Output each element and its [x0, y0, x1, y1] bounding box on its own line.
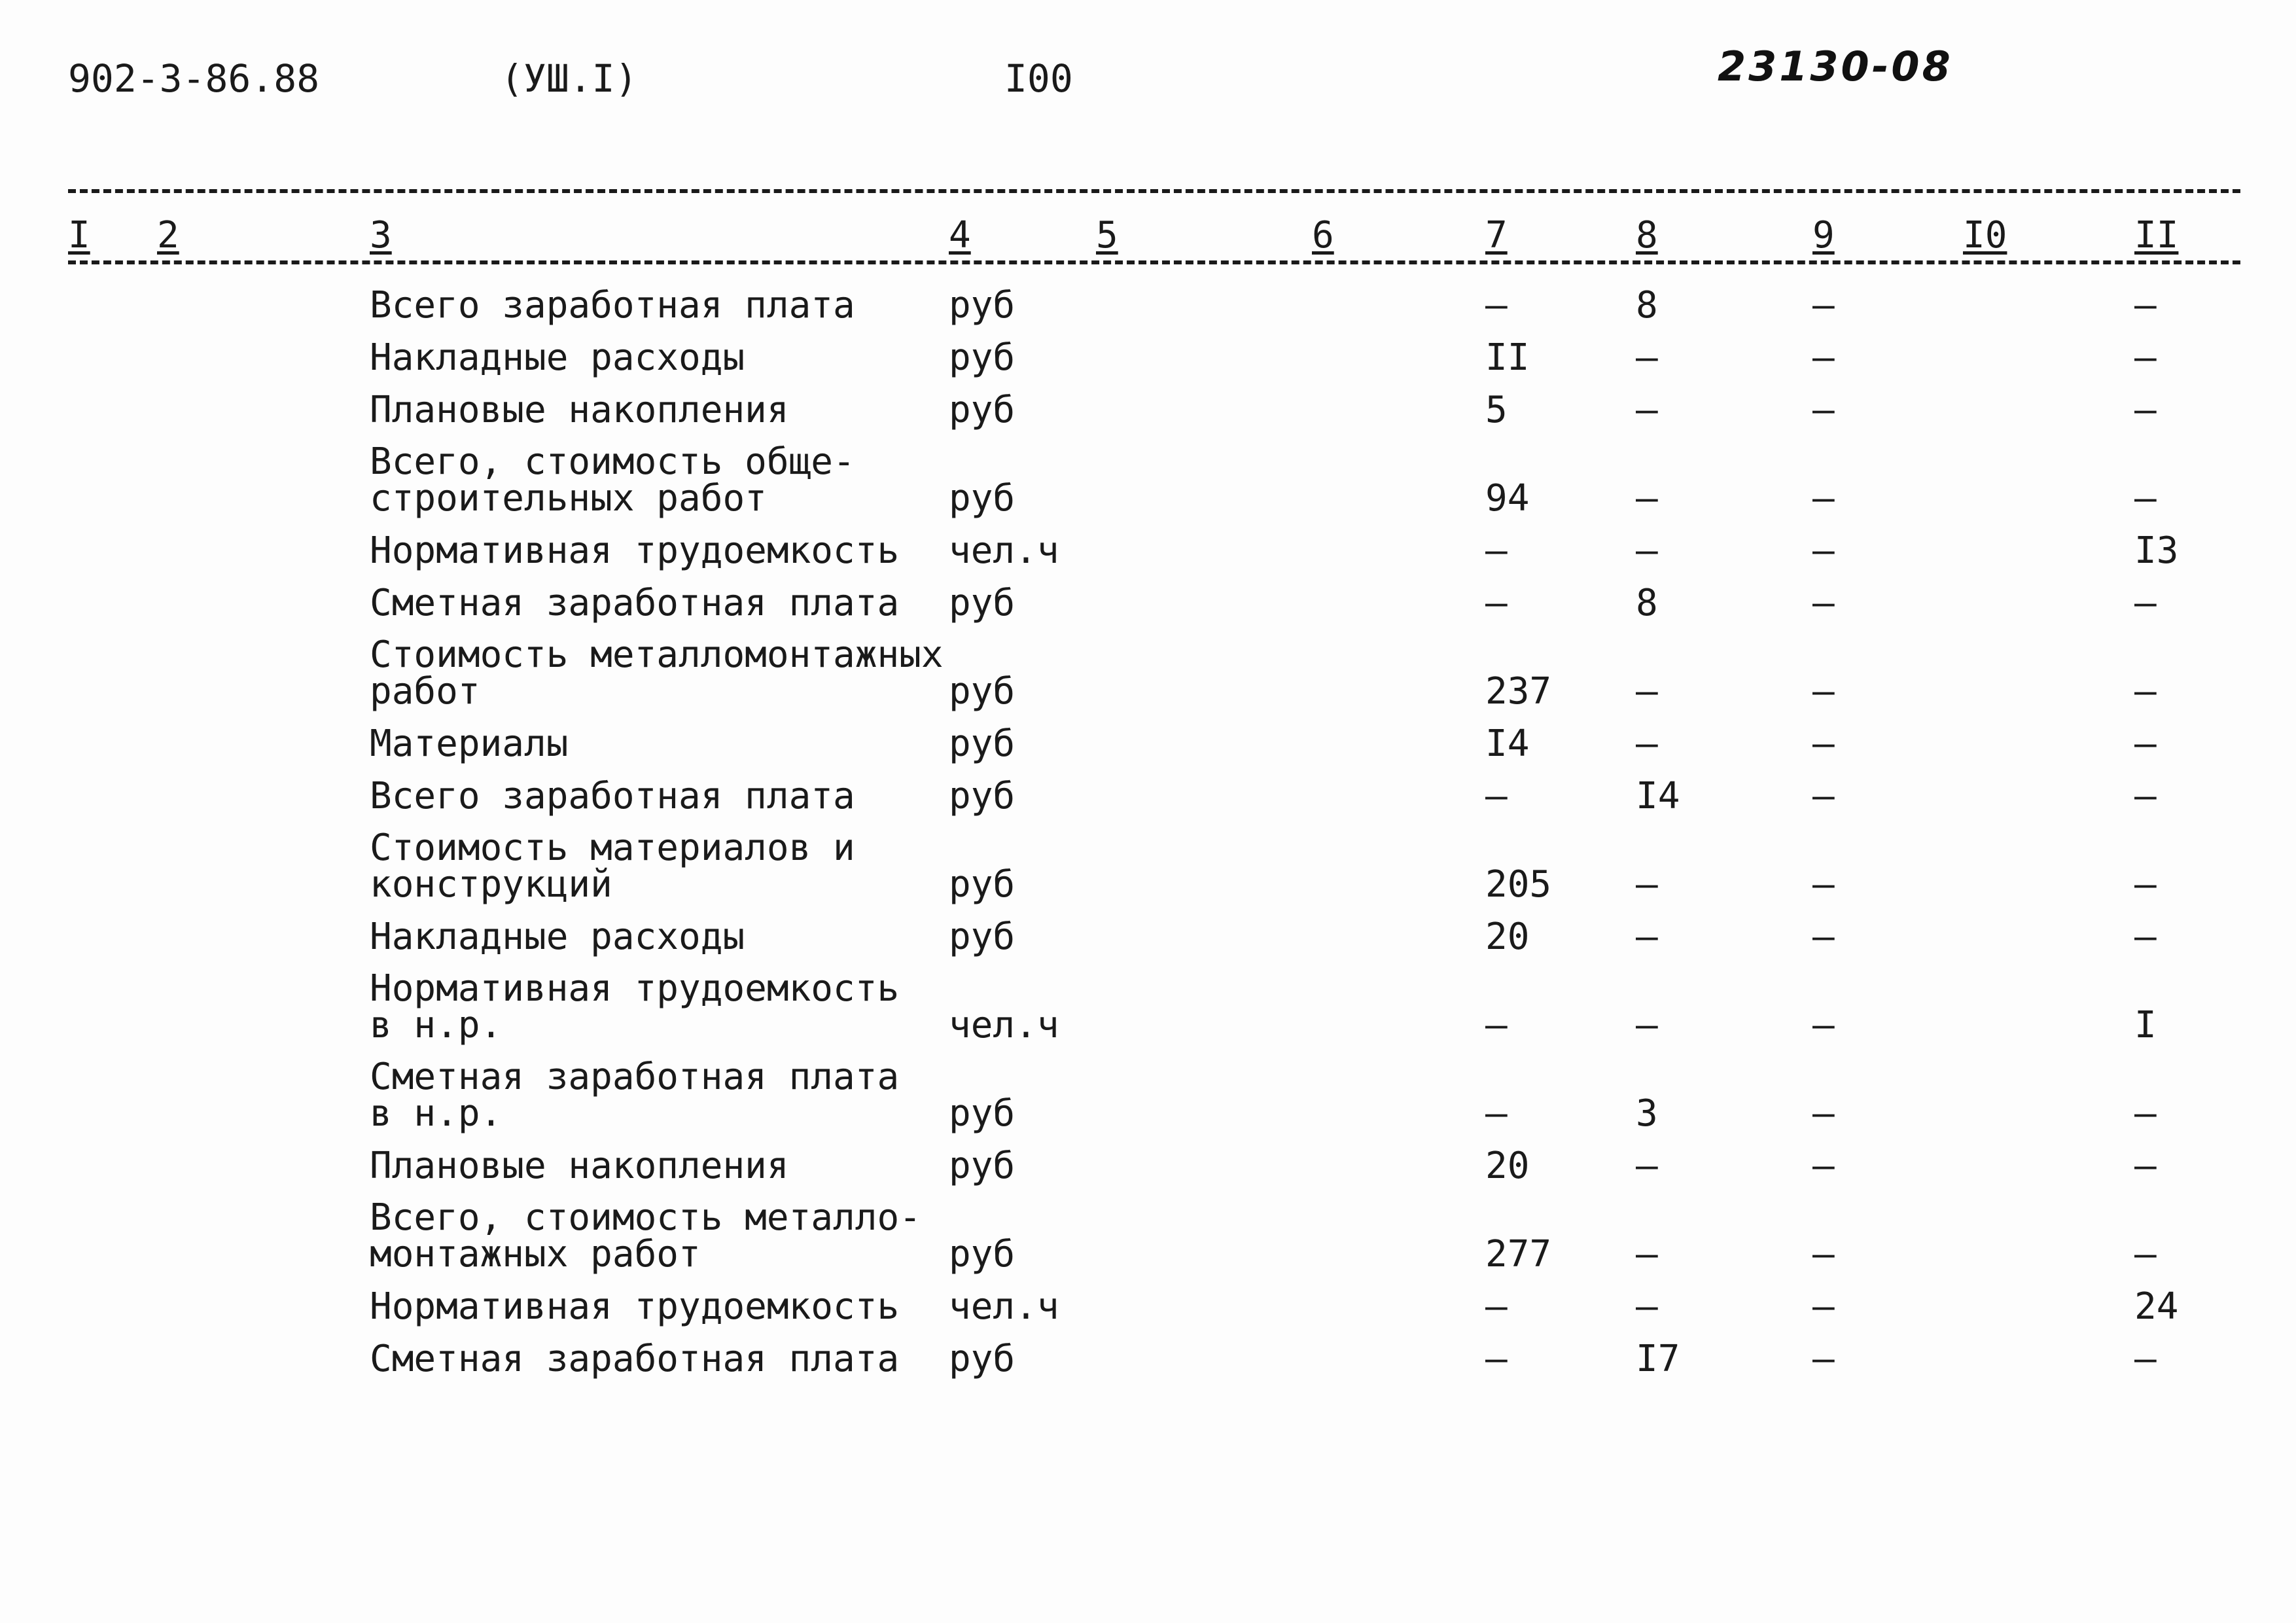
column-number-2: 2: [157, 214, 179, 257]
labor-value: –: [2134, 775, 2157, 817]
item-name: Стоимость материалов и конструкций: [370, 827, 855, 906]
unit: руб: [949, 389, 1016, 431]
labor-value: –: [2134, 1092, 2157, 1135]
unit: руб: [949, 1092, 1016, 1135]
column-9-value: –: [1812, 863, 1835, 906]
item-name: Накладные расходы: [370, 916, 745, 958]
column-9-value: –: [1812, 916, 1835, 958]
cost-value: –: [1485, 775, 1508, 817]
wage-value: –: [1636, 1145, 1658, 1187]
item-name: Сметная заработная плата в н.р.: [370, 1056, 900, 1135]
wage-value: 3: [1636, 1092, 1658, 1135]
unit: руб: [949, 722, 1016, 765]
cost-value: 277: [1485, 1233, 1552, 1275]
labor-value: –: [2134, 916, 2157, 958]
unit: руб: [949, 582, 1016, 624]
item-name: Нормативная трудоемкость в н.р.: [370, 967, 900, 1046]
unit: руб: [949, 1233, 1016, 1275]
cost-value: –: [1485, 1285, 1508, 1328]
column-9-value: –: [1812, 336, 1835, 379]
wage-value: –: [1636, 477, 1658, 520]
unit: руб: [949, 1338, 1016, 1380]
item-name: Всего заработная плата: [370, 775, 855, 817]
item-name: Нормативная трудоемкость: [370, 1285, 900, 1328]
item-name: Плановые накопления: [370, 1145, 789, 1187]
cost-value: 20: [1485, 1145, 1530, 1187]
wage-value: –: [1636, 670, 1658, 713]
wage-value: 8: [1636, 284, 1658, 327]
cost-value: –: [1485, 1004, 1508, 1046]
unit: руб: [949, 670, 1016, 713]
wage-value: –: [1636, 1004, 1658, 1046]
labor-value: 24: [2134, 1285, 2179, 1328]
cost-value: –: [1485, 529, 1508, 572]
wage-value: I7: [1636, 1338, 1680, 1380]
wage-value: –: [1636, 916, 1658, 958]
item-name: Всего, стоимость металло- монтажных работ: [370, 1196, 921, 1275]
unit: руб: [949, 863, 1016, 906]
unit: чел.ч: [949, 1285, 1059, 1328]
cost-value: –: [1485, 582, 1508, 624]
document-code: 902-3-86.88: [68, 56, 320, 101]
column-number-9: 9: [1812, 214, 1835, 257]
item-name: Материалы: [370, 722, 569, 765]
cost-value: 237: [1485, 670, 1552, 713]
labor-value: I3: [2134, 529, 2179, 572]
labor-value: –: [2134, 477, 2157, 520]
page-number: I00: [1004, 56, 1073, 101]
unit: руб: [949, 477, 1016, 520]
cost-value: –: [1485, 1338, 1508, 1380]
wage-value: –: [1636, 529, 1658, 572]
column-9-value: –: [1812, 1338, 1835, 1380]
column-number-7: 7: [1485, 214, 1508, 257]
unit: руб: [949, 775, 1016, 817]
item-name: Сметная заработная плата: [370, 1338, 900, 1380]
wage-value: –: [1636, 336, 1658, 379]
column-number-10: I0: [1963, 214, 2007, 257]
item-name: Всего заработная плата: [370, 284, 855, 327]
cost-value: I4: [1485, 722, 1530, 765]
cost-value: –: [1485, 1092, 1508, 1135]
column-number-3: 3: [370, 214, 392, 257]
labor-value: –: [2134, 336, 2157, 379]
labor-value: –: [2134, 582, 2157, 624]
item-name: Нормативная трудоемкость: [370, 529, 900, 572]
labor-value: –: [2134, 284, 2157, 327]
item-name: Плановые накопления: [370, 389, 789, 431]
unit: руб: [949, 284, 1016, 327]
labor-value: –: [2134, 670, 2157, 713]
column-number-4: 4: [949, 214, 971, 257]
cost-value: II: [1485, 336, 1530, 379]
column-9-value: –: [1812, 722, 1835, 765]
column-9-value: –: [1812, 1285, 1835, 1328]
section-code: (УШ.I): [501, 56, 638, 101]
column-number-5: 5: [1096, 214, 1118, 257]
column-9-value: –: [1812, 582, 1835, 624]
column-number-6: 6: [1312, 214, 1334, 257]
labor-value: I: [2134, 1004, 2157, 1046]
wage-value: I4: [1636, 775, 1680, 817]
unit: чел.ч: [949, 529, 1059, 572]
cost-value: –: [1485, 284, 1508, 327]
column-9-value: –: [1812, 670, 1835, 713]
wage-value: –: [1636, 1233, 1658, 1275]
column-9-value: –: [1812, 529, 1835, 572]
wage-value: –: [1636, 389, 1658, 431]
labor-value: –: [2134, 389, 2157, 431]
unit: руб: [949, 1145, 1016, 1187]
column-9-value: –: [1812, 389, 1835, 431]
unit: руб: [949, 916, 1016, 958]
wage-value: –: [1636, 1285, 1658, 1328]
item-name: Стоимость металломонтажных работ: [370, 633, 944, 713]
column-9-value: –: [1812, 284, 1835, 327]
column-number-11: II: [2134, 214, 2179, 257]
labor-value: –: [2134, 863, 2157, 906]
cost-value: 5: [1485, 389, 1508, 431]
column-9-value: –: [1812, 1004, 1835, 1046]
column-9-value: –: [1812, 775, 1835, 817]
handwritten-stamp-number: 23130-08: [1718, 43, 1953, 90]
labor-value: –: [2134, 1233, 2157, 1275]
column-9-value: –: [1812, 1092, 1835, 1135]
labor-value: –: [2134, 1338, 2157, 1380]
cost-value: 205: [1485, 863, 1552, 906]
wage-value: –: [1636, 722, 1658, 765]
cost-value: 94: [1485, 477, 1530, 520]
item-name: Накладные расходы: [370, 336, 745, 379]
labor-value: –: [2134, 1145, 2157, 1187]
cost-value: 20: [1485, 916, 1530, 958]
wage-value: –: [1636, 863, 1658, 906]
wage-value: 8: [1636, 582, 1658, 624]
column-number-1: I: [68, 214, 90, 257]
labor-value: –: [2134, 722, 2157, 765]
unit: руб: [949, 336, 1016, 379]
column-9-value: –: [1812, 1145, 1835, 1187]
unit: чел.ч: [949, 1004, 1059, 1046]
column-9-value: –: [1812, 477, 1835, 520]
column-number-8: 8: [1636, 214, 1658, 257]
column-9-value: –: [1812, 1233, 1835, 1275]
item-name: Всего, стоимость обще- строительных работ: [370, 440, 855, 520]
item-name: Сметная заработная плата: [370, 582, 900, 624]
